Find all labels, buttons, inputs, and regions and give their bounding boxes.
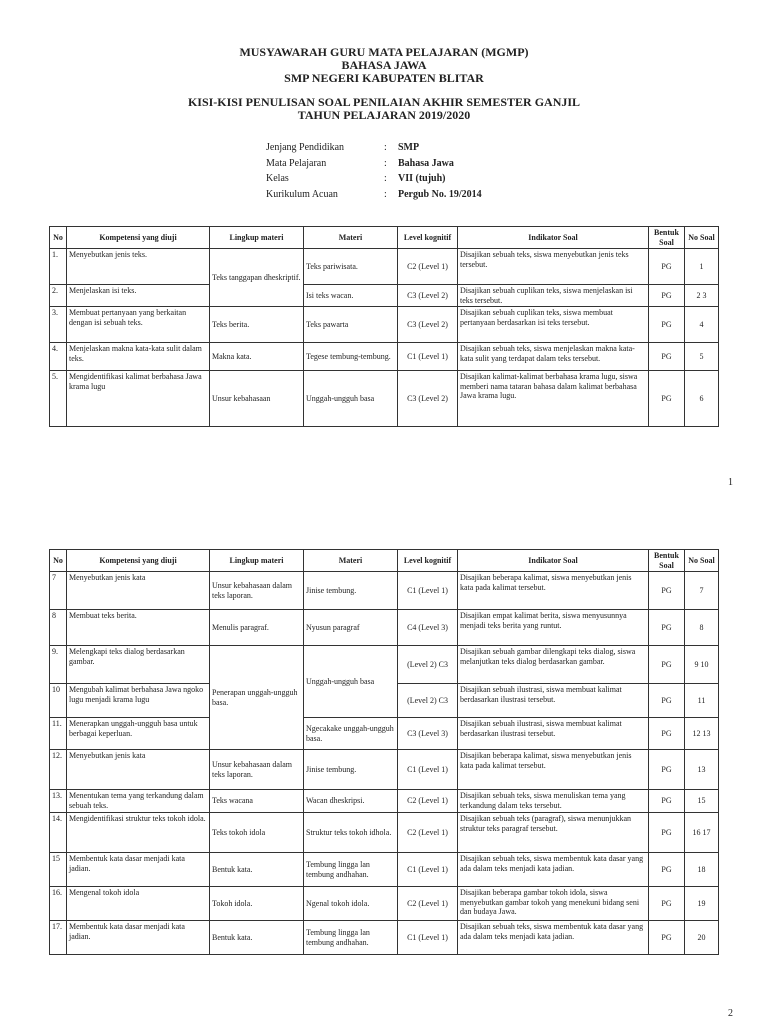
row-bentuk: PG [649, 610, 685, 646]
row-no: 4. [50, 343, 67, 371]
row-no: 8 [50, 610, 67, 646]
row-kompetensi: Mengidentifikasi kalimat berbahasa Jawa krama lugu [67, 371, 210, 427]
row-indikator: Disajikan sebuah cuplikan teks, siswa membuat pertanyaan berdasarkan isi teks tersebut. [458, 307, 649, 343]
table-row [50, 610, 719, 646]
row-nosoal: 13 [685, 750, 719, 790]
row-bentuk: PG [649, 684, 685, 718]
meta-value: Pergub No. 19/2014 [398, 188, 482, 200]
table-row [50, 718, 719, 750]
row-indikator: Disajikan empat kalimat berita, siswa menyusunnya menjadi teks berita yang runtut. [458, 610, 649, 646]
row-indikator: Disajikan sebuah gambar dilengkapi teks dialog, siswa melanjutkan teks dialog berdasarkan gambar. [458, 646, 649, 684]
row-lingkup: Teks wacana [210, 790, 304, 813]
row-nosoal: 5 [685, 343, 719, 371]
table-row [50, 285, 719, 307]
meta-key: Jenjang Pendidikan [266, 142, 345, 153]
row-no: 16. [50, 887, 67, 921]
row-level: C1 (Level 1) [398, 750, 458, 790]
row-kompetensi: Mengenal tokoh idola [67, 887, 210, 921]
table-row [50, 853, 719, 887]
row-lingkup: Makna kata. [210, 343, 304, 371]
row-materi: Unggah-ungguh basa [304, 371, 398, 427]
row-level: (Level 2) C3 [398, 684, 458, 718]
row-bentuk: PG [649, 790, 685, 813]
col-bentuk: Bentuk Soal [649, 550, 685, 572]
col-level: Level kognitif [398, 227, 458, 249]
row-nosoal: 9 10 [685, 646, 719, 684]
row-materi: Struktur teks tokoh idhola. [304, 813, 398, 853]
row-nosoal: 19 [685, 887, 719, 921]
row-materi: Ngenal tokoh idola. [304, 887, 398, 921]
row-no: 11. [50, 718, 67, 750]
row-kompetensi: Melengkapi teks dialog berdasarkan gambar. [67, 646, 210, 684]
header-line-3: SMP NEGERI KABUPATEN BLITAR [284, 71, 484, 85]
row-kompetensi: Menjelaskan isi teks. [67, 285, 210, 307]
row-level: C2 (Level 1) [398, 790, 458, 813]
kisi-table-2 [49, 549, 719, 955]
row-lingkup: Teks berita. [210, 307, 304, 343]
row-bentuk: PG [649, 307, 685, 343]
col-indikator: Indikator Soal [458, 550, 649, 572]
row-kompetensi: Menyebutkan jenis kata [67, 572, 210, 610]
row-no: 10 [50, 684, 67, 718]
meta-row [266, 171, 482, 187]
row-materi: Tembung lingga lan tembung andhahan. [304, 853, 398, 887]
row-nosoal: 11 [685, 684, 719, 718]
col-bentuk: Bentuk Soal [649, 227, 685, 249]
meta-value: VII (tujuh) [398, 173, 446, 184]
row-materi: Teks pariwisata. [304, 249, 398, 285]
row-level: C3 (Level 3) [398, 718, 458, 750]
row-materi: Tegese tembung-tembung. [304, 343, 398, 371]
meta-key: Kelas [266, 173, 289, 184]
row-indikator: Disajikan sebuah ilustrasi, siswa membuat kalimat berdasarkan ilustrasi tersebut. [458, 684, 649, 718]
row-kompetensi: Mengidentifikasi struktur teks tokoh idola. [67, 813, 210, 853]
meta-row [266, 187, 482, 203]
col-kd: Kompetensi yang diuji [67, 227, 210, 249]
row-materi: Teks pawarta [304, 307, 398, 343]
row-level: C2 (Level 1) [398, 887, 458, 921]
row-no: 3. [50, 307, 67, 343]
page-number-1: 1 [728, 477, 733, 488]
row-nosoal: 2 3 [685, 285, 719, 307]
row-no: 12. [50, 750, 67, 790]
col-lingkup: Lingkup materi [210, 227, 304, 249]
row-level: C1 (Level 1) [398, 921, 458, 955]
row-nosoal: 6 [685, 371, 719, 427]
col-no: No [50, 227, 67, 249]
row-lingkup: Penerapan unggah-ungguh basa. [210, 646, 304, 750]
row-kompetensi: Menentukan tema yang terkandung dalam sebuah teks. [67, 790, 210, 813]
meta-sep: : [384, 188, 387, 200]
table-row [50, 750, 719, 790]
row-materi: Ngecakake unggah-ungguh basa. [304, 718, 398, 750]
row-indikator: Disajikan sebuah teks (paragraf), siswa menunjukkan struktur teks paragraf tersebut. [458, 813, 649, 853]
row-level: C3 (Level 2) [398, 307, 458, 343]
row-bentuk: PG [649, 750, 685, 790]
col-nosoal: No Soal [685, 550, 719, 572]
meta-sep: : [384, 173, 387, 184]
row-kompetensi: Menyebutkan jenis kata [67, 750, 210, 790]
row-nosoal: 7 [685, 572, 719, 610]
row-lingkup: Unsur kebahasaan [210, 371, 304, 427]
row-materi: Jinise tembung. [304, 750, 398, 790]
row-materi: Wacan dheskripsi. [304, 790, 398, 813]
row-kompetensi: Mengubah kalimat berbahasa Jawa ngoko lugu menjadi krama lugu [67, 684, 210, 718]
row-lingkup: Teks tokoh idola [210, 813, 304, 853]
row-bentuk: PG [649, 343, 685, 371]
row-bentuk: PG [649, 813, 685, 853]
row-no: 13. [50, 790, 67, 813]
row-no: 9. [50, 646, 67, 684]
header-line-2: BAHASA JAWA [341, 58, 427, 72]
row-kompetensi: Menyebutkan jenis teks. [67, 249, 210, 285]
table-row [50, 371, 719, 427]
row-materi: Jinise tembung. [304, 572, 398, 610]
row-bentuk: PG [649, 285, 685, 307]
meta-value: SMP [398, 142, 420, 153]
row-kompetensi: Membuat teks berita. [67, 610, 210, 646]
row-bentuk: PG [649, 249, 685, 285]
row-lingkup: Bentuk kata. [210, 921, 304, 955]
row-level: C1 (Level 1) [398, 343, 458, 371]
table-row [50, 887, 719, 921]
meta-block [266, 140, 482, 202]
row-level: C3 (Level 2) [398, 285, 458, 307]
row-level: C4 (Level 3) [398, 610, 458, 646]
row-indikator: Disajikan sebuah teks, siswa menjelaskan makna kata-kata sulit yang terdapat dalam teks tersebut. [458, 343, 649, 371]
row-no: 14. [50, 813, 67, 853]
table-row [50, 921, 719, 955]
row-nosoal: 15 [685, 790, 719, 813]
table-row [50, 249, 719, 285]
row-kompetensi: Membentuk kata dasar menjadi kata jadian. [67, 921, 210, 955]
title-line-2: TAHUN PELAJARAN 2019/2020 [297, 108, 471, 122]
row-level: C2 (Level 1) [398, 813, 458, 853]
row-no: 2. [50, 285, 67, 307]
row-indikator: Disajikan sebuah teks, siswa membentuk kata dasar yang ada dalam teks menjadi kata jadian. [458, 921, 649, 955]
col-level: Level kognitif [398, 550, 458, 572]
row-nosoal: 12 13 [685, 718, 719, 750]
row-indikator: Disajikan sebuah teks, siswa membentuk kata dasar yang ada dalam teks menjadi kata jadian. [458, 853, 649, 887]
meta-sep: : [384, 157, 387, 169]
col-no: No [50, 550, 67, 572]
row-level: C1 (Level 1) [398, 853, 458, 887]
row-nosoal: 16 17 [685, 813, 719, 853]
row-indikator: Disajikan kalimat-kalimat berbahasa krama lugu, siswa memberi nama tataran bahasa dalam kalimat berbahasa Jawa krama lugu. [458, 371, 649, 427]
row-materi: Isi teks wacan. [304, 285, 398, 307]
col-kd: Kompetensi yang diuji [67, 550, 210, 572]
row-bentuk: PG [649, 371, 685, 427]
meta-sep: : [384, 142, 387, 153]
row-lingkup: Menulis paragraf. [210, 610, 304, 646]
row-no: 5. [50, 371, 67, 427]
row-bentuk: PG [649, 646, 685, 684]
row-kompetensi: Membentuk kata dasar menjadi kata jadian. [67, 853, 210, 887]
row-no: 7 [50, 572, 67, 610]
row-indikator: Disajikan sebuah ilustrasi, siswa membuat kalimat berdasarkan ilustrasi tersebut. [458, 718, 649, 750]
row-level: (Level 2) C3 [398, 646, 458, 684]
row-nosoal: 20 [685, 921, 719, 955]
row-bentuk: PG [649, 572, 685, 610]
row-indikator: Disajikan beberapa gambar tokoh idola, siswa menyebutkan gambar tokoh yang menekuni bidang seni dan budaya Jawa. [458, 887, 649, 921]
row-materi: Unggah-ungguh basa [304, 646, 398, 718]
row-no: 1. [50, 249, 67, 285]
page-number-2: 2 [728, 1008, 733, 1019]
row-indikator: Disajikan beberapa kalimat, siswa menyebutkan jenis kata pada kalimat tersebut. [458, 750, 649, 790]
table-row [50, 343, 719, 371]
row-indikator: Disajikan sebuah teks, siswa menyebutkan jenis teks tersebut. [458, 249, 649, 285]
table-header-row [50, 227, 719, 249]
row-kompetensi: Menjelaskan makna kata-kata sulit dalam teks. [67, 343, 210, 371]
row-indikator: Disajikan sebuah cuplikan teks, siswa menjelaskan isi teks tersebut. [458, 285, 649, 307]
row-bentuk: PG [649, 887, 685, 921]
row-bentuk: PG [649, 853, 685, 887]
row-lingkup: Teks tanggapan dheskriptif. [210, 249, 304, 307]
title-block [0, 96, 768, 122]
meta-row [266, 140, 482, 156]
meta-key: Mata Pelajaran [266, 157, 327, 169]
row-indikator: Disajikan beberapa kalimat, siswa menyebutkan jenis kata pada kalimat tersebut. [458, 572, 649, 610]
row-lingkup: Unsur kebahasaan dalam teks laporan. [210, 750, 304, 790]
row-indikator: Disajikan sebuah teks, siswa menuliskan tema yang terkandung dalam teks tersebut. [458, 790, 649, 813]
col-materi: Materi [304, 550, 398, 572]
row-lingkup: Tokoh idola. [210, 887, 304, 921]
row-level: C3 (Level 2) [398, 371, 458, 427]
header-line-1: MUSYAWARAH GURU MATA PELAJARAN (MGMP) [239, 45, 529, 59]
header-block [0, 46, 768, 85]
row-materi: Nyusun paragraf [304, 610, 398, 646]
row-kompetensi: Membuat pertanyaan yang berkaitan dengan isi sebuah teks. [67, 307, 210, 343]
col-materi: Materi [304, 227, 398, 249]
row-lingkup: Unsur kebahasaan dalam teks laporan. [210, 572, 304, 610]
table-row [50, 307, 719, 343]
row-no: 15 [50, 853, 67, 887]
table-row [50, 813, 719, 853]
table-header-row [50, 550, 719, 572]
row-nosoal: 4 [685, 307, 719, 343]
row-bentuk: PG [649, 921, 685, 955]
row-no: 17. [50, 921, 67, 955]
kisi-table-1 [49, 226, 719, 427]
row-nosoal: 1 [685, 249, 719, 285]
col-nosoal: No Soal [685, 227, 719, 249]
row-nosoal: 18 [685, 853, 719, 887]
row-lingkup: Bentuk kata. [210, 853, 304, 887]
title-line-1: KISI-KISI PENULISAN SOAL PENILAIAN AKHIR SEMESTER GANJIL [187, 95, 581, 109]
row-materi: Tembung lingga lan tembung andhahan. [304, 921, 398, 955]
row-level: C2 (Level 1) [398, 249, 458, 285]
row-bentuk: PG [649, 718, 685, 750]
table-row [50, 790, 719, 813]
row-nosoal: 8 [685, 610, 719, 646]
col-indikator: Indikator Soal [458, 227, 649, 249]
meta-value: Bahasa Jawa [398, 157, 454, 169]
table-row [50, 572, 719, 610]
meta-key: Kurikulum Acuan [266, 188, 338, 200]
meta-row [266, 156, 482, 172]
row-level: C1 (Level 1) [398, 572, 458, 610]
col-lingkup: Lingkup materi [210, 550, 304, 572]
table-row [50, 646, 719, 684]
row-kompetensi: Menerapkan unggah-ungguh basa untuk berbagai keperluan. [67, 718, 210, 750]
